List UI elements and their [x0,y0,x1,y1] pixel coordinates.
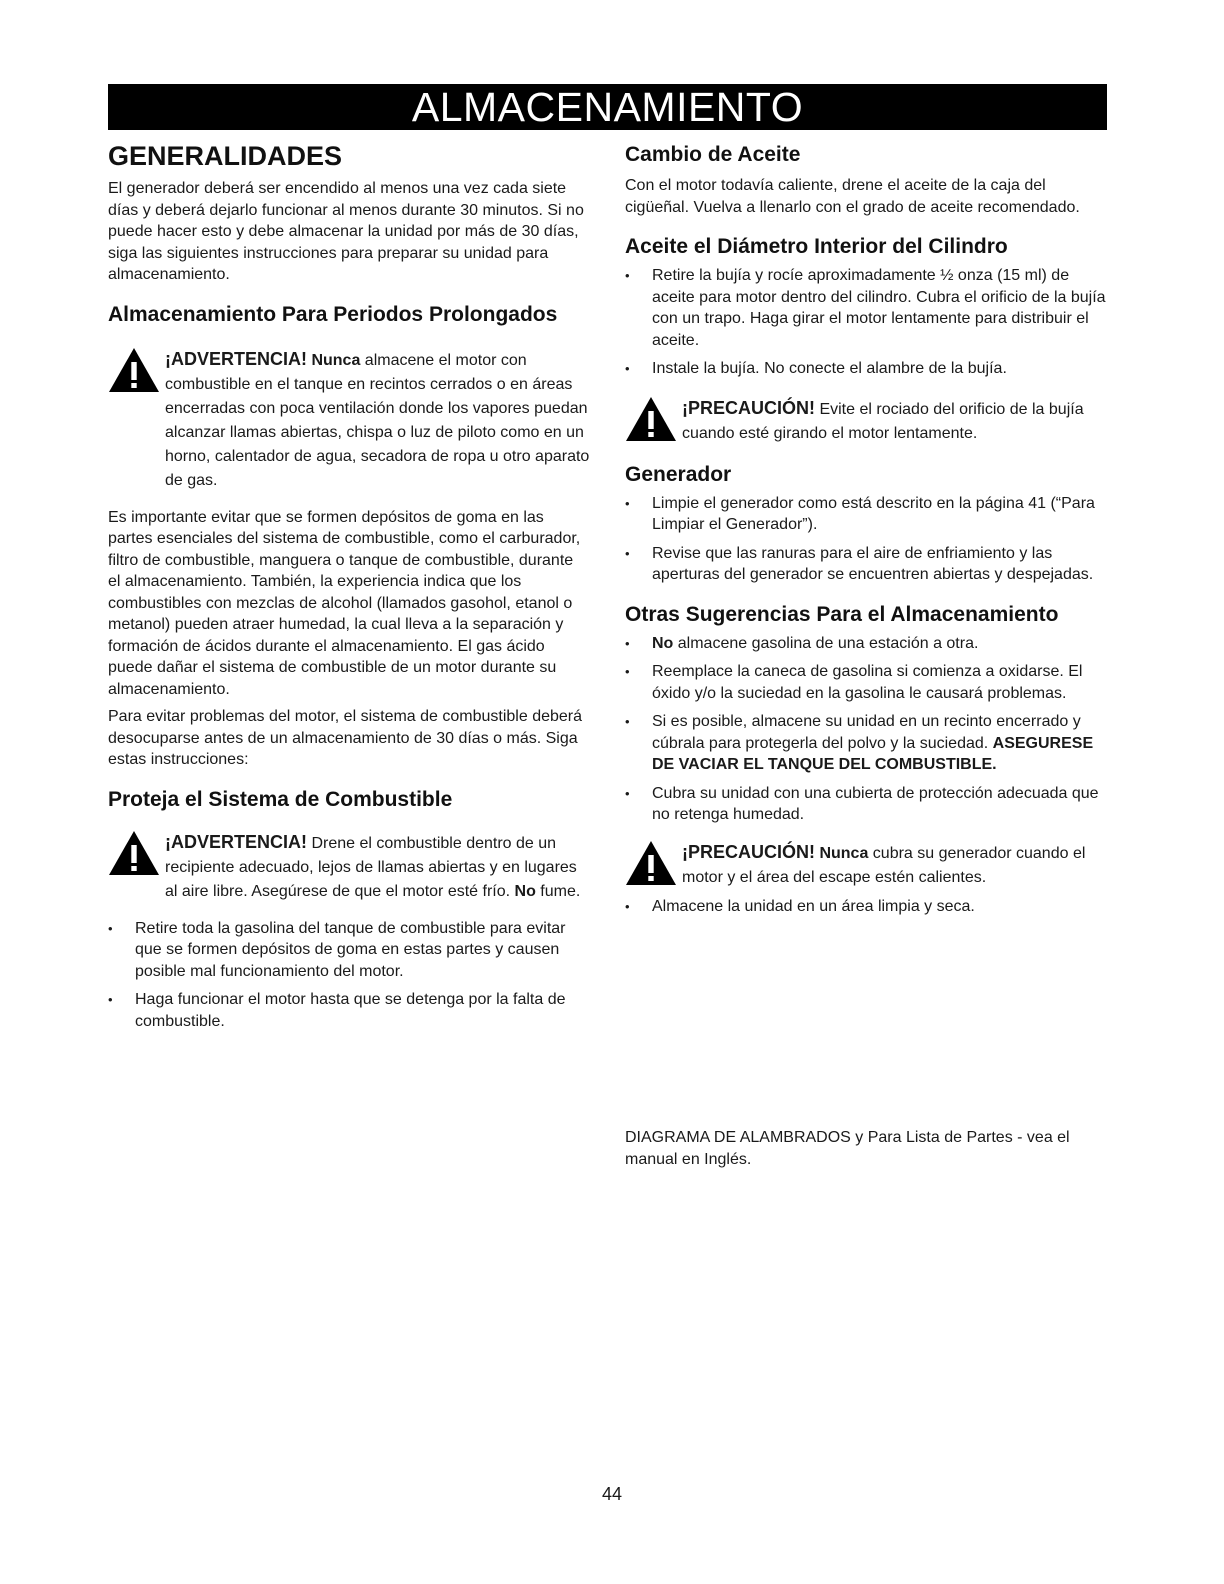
heading-aceite-cilindro: Aceite el Diámetro Interior del Cilindro [625,235,1008,258]
left-column [108,140,590,1040]
right-column [625,140,1107,925]
warning-triangle-icon [108,347,160,393]
wiring-diagram-note: DIAGRAMA DE ALAMBRADOS y Para Lista de Partes - vea el manual en Inglés. [625,1129,1070,1168]
caution-label: ¡PRECAUCIÓN! [682,841,815,862]
cambio-aceite-text: Con el motor todavía caliente, drene el aceite de la caja del cigüeñal. Vuelva a llenarlo con el grado de aceite recomendado. [625,177,1080,216]
list-item [625,633,1107,655]
generalidades-text: El generador deberá ser encendido al menos una vez cada siete días y deberá dejarlo funcionar al menos durante 30 minutos. Si no puede hacer esto y debe almacenar la unidad por más de 30 días, siga las siguientes instrucciones para preparar su unidad para almacenamiento. [108,180,584,283]
warning-triangle-icon [625,396,677,442]
heading-generalidades: GENERALIDADES [108,141,343,171]
list-item [625,711,1107,776]
bullet-text: Si es posible, almacene su unidad en un recinto encerrado y cúbrala para protegerla del polvo y la suciedad. [652,713,1081,752]
empty-fuel-paragraph: Para evitar problemas del motor, el sistema de combustible deberá desocuparse antes de un almacenamiento de 30 días o más. Siga estas instrucciones: [108,708,583,768]
warning-tail: fume. [535,882,581,900]
list-item: • Retire la bujía y rocíe aproximadamente ½ onza (15 ml) de aceite para motor dentro del cilindro. Cubra el orificio de la bujía con un trapo. Haga girar el motor lentamente para distribuir el aceite. [625,265,1107,351]
caution-text: Evite el rociado del orificio de la bujía cuando esté girando el motor lentamente. [682,400,1084,442]
heading-periodos-prolongados: Almacenamiento Para Periodos Prolongados [108,302,558,326]
warning-text: almacene el motor con combustible en el tanque en recintos cerrados o en áreas encerradas con poca ventilación donde los vapores puedan alcanzar llamas abiertas, chispa o luz de piloto como en un horno, calentador de agua, secadora de ropa u otro aparato de gas. [165,351,590,489]
warning-strong-word: Nunca [311,351,361,369]
caution-strong-word: Nunca [819,844,869,862]
list-item: • Instale la bujía. No conecte el alambre de la bujía. [625,358,1107,380]
list-item: • Haga funcionar el motor hasta que se detenga por la falta de combustible. [108,989,590,1032]
page-banner-title: ALMACENAMIENTO [108,84,1107,130]
caution-text: cubra su generador cuando el motor y el área del escape estén calientes. [682,844,1086,886]
bullet-strong-word: No [652,634,674,652]
caution-block-cylinder [625,396,1107,446]
fuel-bullets [108,918,590,1033]
heading-cambio-aceite: Cambio de Aceite [625,143,801,166]
warning-block-storage [108,347,590,493]
list-item: • Cubra su unidad con una cubierta de protección adecuada que no retenga humedad. [625,783,1107,826]
bullet-strong-text: ASEGURESE DE VACIAR EL TANQUE DEL COMBUSTIBLE. [652,734,1094,773]
list-item: • Limpie el generador como está descrito en la página 41 (“Para Limpiar el Generador”). [625,493,1107,536]
cilindro-bullets [625,265,1107,380]
heading-generador: Generador [625,462,732,486]
bullet-text: almacene gasolina de una estación a otra. [673,634,979,652]
warning-label: ¡ADVERTENCIA! [165,348,307,369]
heading-otras-sugerencias: Otras Sugerencias Para el Almacenamiento [625,602,1059,626]
list-item: • Almacene la unidad en un área limpia y seca. [625,896,1107,918]
warning-label: ¡ADVERTENCIA! [165,831,307,852]
warning-triangle-icon [625,840,677,886]
warning-block-drain [108,830,590,904]
caution-label: ¡PRECAUCIÓN! [682,397,815,418]
heading-proteja-sistema: Proteja el Sistema de Combustible [108,787,453,811]
otras-bullets [625,633,1107,826]
list-item: • Retire toda la gasolina del tanque de combustible para evitar que se formen depósitos de goma en estas partes y causen posible mal funcionamiento del motor. [108,918,590,983]
gum-deposits-paragraph: Es importante evitar que se formen depósitos de goma en las partes esenciales del sistema de combustible, como el carburador, filtro de combustible, manguera o tanque de combustible, durante el almacenamiento. También, la experiencia indica que los combustibles con mezclas de alcohol (llamados gasohol, etanol o metanol) pueden atraer humedad, la cual lleva a la separación y formación de ácidos durante el almacenamiento. El gas ácido puede dañar el sistema de combustible de un motor durante su almacenamiento. [108,508,581,698]
warning-triangle-icon [108,830,160,876]
final-bullet [625,896,1107,918]
caution-block-cover [625,840,1107,890]
list-item: • Revise que las ranuras para el aire de enfriamiento y las aperturas del generador se encuentren abiertas y despejadas. [625,543,1107,586]
generador-bullets [625,493,1107,586]
page-number: 44 [601,1484,623,1504]
warning-strong-word: No [514,882,536,900]
warning-text: Drene el combustible dentro de un recipiente adecuado, lejos de llamas abiertas y en lugares al aire libre. Asegúrese de que el motor esté frío. [165,834,577,900]
list-item: • Reemplace la caneca de gasolina si comienza a oxidarse. El óxido y/o la suciedad en la gasolina le causará problemas. [625,661,1107,704]
